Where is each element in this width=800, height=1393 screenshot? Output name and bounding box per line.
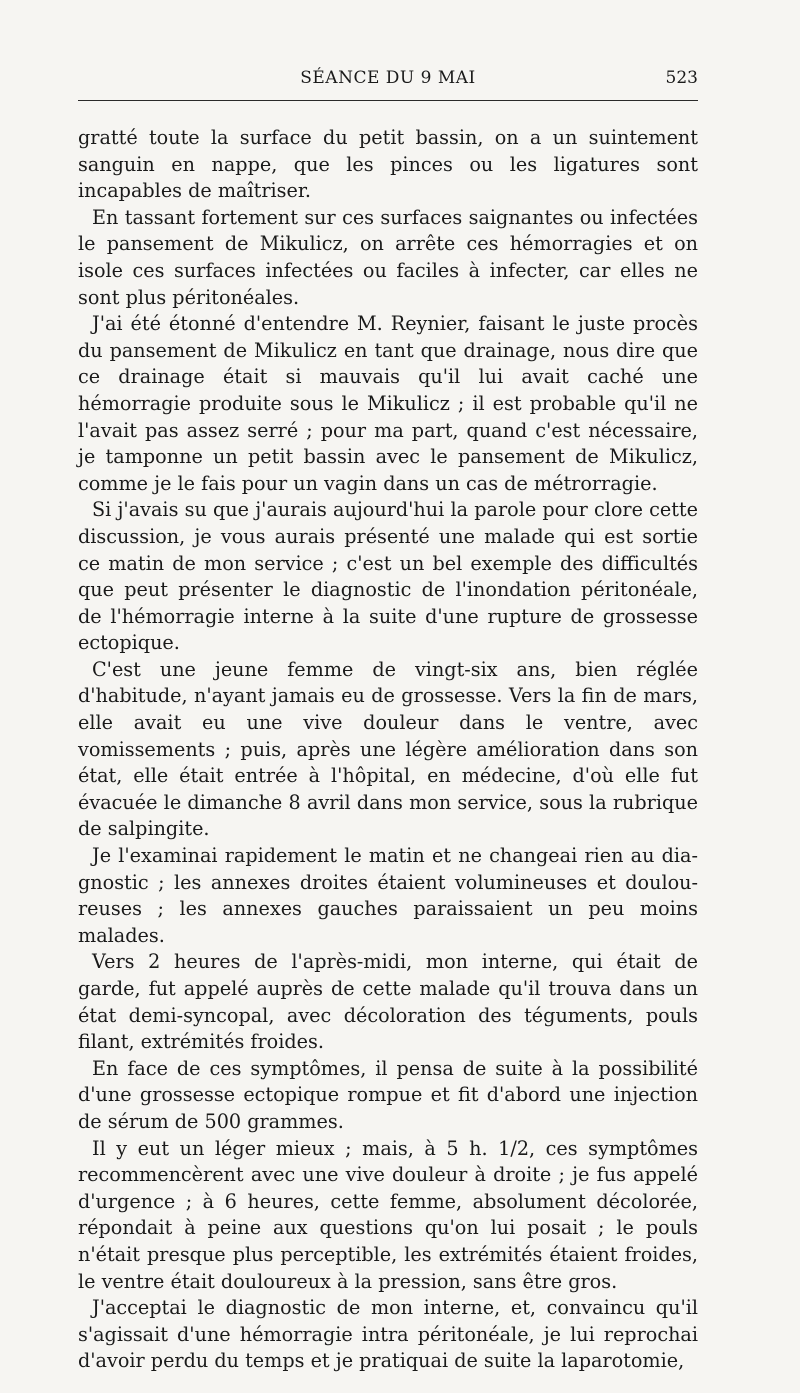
paragraph: En face de ces symptômes, il pensa de suite à la possibilité d'une grossesse ectopique rompue et fit d'abord une injection de sérum de 500 grammes. [78,1056,698,1133]
paragraph: Si j'avais su que j'aurais aujourd'hui la parole pour clore cette discussion, je vous aurais présenté une malade qui est sortie ce matin de mon service ; c'est un bel exemple des difficultés que peut présenter le diagnostic de l'inondation péritonéale, de l'hémorragie interne à la suite d'une rupture de grossesse ectopique. [78,498,698,655]
page-number: 523 [665,68,698,88]
body-text [78,125,698,1375]
book-page [78,60,698,1375]
paragraph: gratté toute la surface du petit bassin, on a un suintement sanguin en nappe, que les pinces ou les ligatures sont incapables de maîtriser. [78,126,698,203]
paragraph: J'ai été étonné d'entendre M. Reynier, faisant le juste procès du pansement de Mikulicz en tant que drainage, nous dire que ce drainage était si mauvais qu'il lui avait caché une hémorragie produite sous le Mikulicz ; il est probable qu'il ne l'avait pas assez serré ; pour ma part, quand c'est nécessaire, je tamponne un petit bassin avec le pansement de Mikulicz, comme je le fais pour un vagin dans un cas de métrorragie. [78,312,698,495]
running-head [78,60,698,101]
paragraph: Il y eut un léger mieux ; mais, à 5 h. 1/2, ces symptômes recommencèrent avec une vive douleur à droite ; je fus appelé d'urgence ; à 6 heures, cette femme, absolument décolorée, répondait à peine aux questions qu'on lui posait ; le pouls n'était presque plus perceptible, les extrémités étaient froides, le ventre était douloureux à la pression, sans être gros. [78,1136,698,1293]
running-title: SÉANCE DU 9 MAI [300,68,476,88]
paragraph: Vers 2 heures de l'après-midi, mon interne, qui était de garde, fut appelé auprès de cette malade qu'il trouva dans un état demi-syncopal, avec décoloration des téguments, pouls filant, extrémités froides. [78,950,698,1054]
paragraph: En tassant fortement sur ces surfaces saignantes ou infectées le pansement de Mikulicz, on arrête ces hémorragies et on isole ces surfaces infectées ou faciles à infecter, car elles ne sont plus péritonéales. [78,205,698,309]
paragraph: C'est une jeune femme de vingt-six ans, bien réglée d'habitude, n'ayant jamais eu de grossesse. Vers la fin de mars, elle avait eu une vive douleur dans le ventre, avec vomissements ; puis, après une légère amélioration dans son état, elle était entrée à l'hôpital, en médecine, d'où elle fut évacuée le dimanche 8 avril dans mon service, sous la rubrique de salpingite. [78,657,698,841]
paragraph: J'acceptai le diagnostic de mon interne, et, convaincu qu'il s'agissait d'une hémorragie intra péritonéale, je lui reprochai d'avoir perdu du temps et je pratiquai de suite la laparotomie, [78,1296,698,1373]
paragraph: Je l'examinai rapidement le matin et ne changeai rien au diagnostic ; les annexes droites étaient volumineuses et douloureuses ; les annexes gauches paraissaient un peu moins malades. [78,844,698,947]
